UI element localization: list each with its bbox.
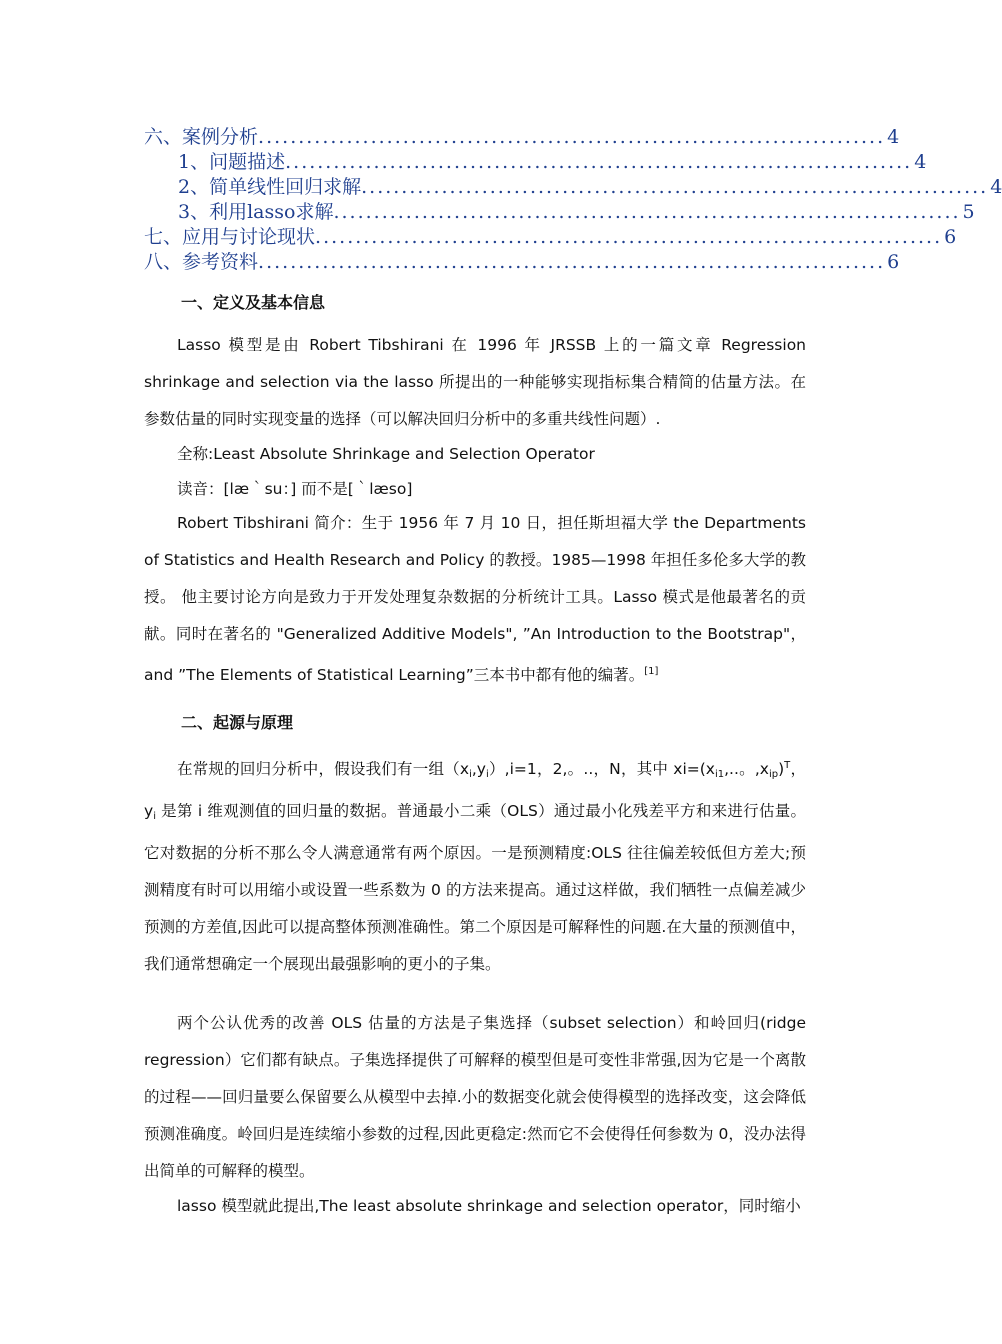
- toc-entry[interactable]: [144, 197, 975, 223]
- paragraph-intro: Lasso 模型是由 Robert Tibshirani 在 1996 年 JRSSB 上的一篇文章 Regression shrinkage and selection via the lasso 所提出的一种能够实现指标集合精简的估量方法。在参数估量的同时实现变量的选择（可以解决回归分析中的多重共线性问题）.: [144, 336, 806, 428]
- subscript: i: [153, 811, 156, 822]
- toc-entry-page: 4: [914, 151, 927, 173]
- toc-entry-title: 简单线性回归求解: [209, 176, 362, 198]
- section-heading-origin: 二、起源与原理: [181, 713, 294, 732]
- paragraph-ols: [144, 747, 806, 983]
- section-heading-definition: 一、定义及基本信息: [181, 293, 326, 312]
- toc-entry-page: 6: [887, 251, 900, 273]
- toc-entry[interactable]: [144, 122, 900, 148]
- paragraph-lasso-intro: lasso 模型就此提出,The least absolute shrinkage and selection operator，同时缩小: [177, 1197, 801, 1215]
- author-bio-text: Robert Tibshirani 简介：生于 1956 年 7 月 10 日，担任斯坦福大学 the Departments of Statistics and Health Research and Policy 的教授。1985—1998 年担任多伦多大学的教授。 他主要讨论方向是致力于开发处理复杂数据的分析统计工具。Lasso 模式是他最著名的贡献。同时在著名的 "Generalized Additive Models", ”An Introduction to the Bootstrap"， and ”The Elements of Statistical Learning”三本书中都有他的编著。: [144, 514, 806, 684]
- paragraph-pronunciation: 读音：[læ｀su：] 而不是[｀læso]: [177, 480, 413, 498]
- subscript: ip: [768, 769, 779, 780]
- toc-entry[interactable]: [144, 172, 1002, 198]
- ols-text-part: ）,i=1，2,。..，N，其中 xi=(x: [488, 760, 715, 778]
- toc-entry-number: 2、: [178, 176, 210, 198]
- table-of-contents: [144, 122, 1002, 273]
- ols-text-part: ，y: [144, 760, 806, 820]
- toc-entry-title: 案例分析: [182, 126, 259, 148]
- ols-text-part: ): [778, 760, 785, 778]
- subscript: i: [485, 769, 489, 780]
- toc-entry-title: 问题描述: [209, 151, 286, 173]
- ols-text-part: 在常规的回归分析中，假设我们有一组（x: [177, 760, 470, 778]
- toc-entry[interactable]: [144, 247, 900, 273]
- toc-entry-number: 1、: [178, 151, 210, 173]
- toc-entry-number: 七、: [144, 226, 183, 248]
- toc-entry-number: 3、: [178, 201, 210, 223]
- subscript: i: [469, 769, 472, 780]
- paragraph-subset-ridge: 两个公认优秀的改善 OLS 估量的方法是子集选择（subset selection）和岭回归(ridge regression）它们都有缺点。子集选择提供了可解释的模型但是可变性非常强,因为它是一个离散的过程——回归量要么保留要么从模型中去掉.小的数据变化就会使得模型的选择改变，这会降低预测准确度。岭回归是连续缩小参数的过程,因此更稳定:然而它不会使得任何参数为 0，没办法得出简单的可解释的模型。: [144, 1014, 806, 1180]
- subscript: i1: [714, 769, 725, 780]
- superscript: T: [784, 760, 791, 771]
- toc-entry-page: 4: [887, 126, 900, 148]
- toc-entry-number: 八、: [144, 251, 183, 273]
- reference-marker: [1]: [644, 666, 659, 677]
- toc-entry[interactable]: [144, 147, 927, 173]
- toc-entry-title: 利用lasso求解: [209, 201, 334, 223]
- toc-entry-number: 六、: [144, 126, 183, 148]
- toc-entry-page: 6: [944, 226, 957, 248]
- ols-text-part: 是第 i 维观测值的回归量的数据。普通最小二乘（OLS）通过最小化残差平方和来进行估量。它对数据的分析不那么令人满意通常有两个原因。一是预测精度:OLS 往往偏差较低但方差大;预测精度有时可以用缩小或设置一些系数为 0 的方法来提高。通过这样做，我们牺牲一点偏差减少预测的方差值,因此可以提高整体预测准确性。第二个原因是可解释性的问题.在大量的预测值中，我们通常想确定一个展现出最强影响的更小的子集。: [144, 802, 806, 973]
- toc-leader-dots: ..............................................................................: [258, 251, 886, 273]
- toc-leader-dots: ..............................................................................: [361, 176, 989, 198]
- paragraph-full-name: 全称:Least Absolute Shrinkage and Selection Operator: [177, 445, 595, 463]
- toc-entry[interactable]: [144, 222, 957, 248]
- toc-leader-dots: ..............................................................................: [258, 126, 886, 148]
- ols-text-part: ,y: [471, 760, 486, 778]
- paragraph-author-bio: [144, 505, 806, 694]
- toc-leader-dots: ..............................................................................: [285, 151, 913, 173]
- toc-entry-page: 5: [962, 201, 975, 223]
- toc-entry-title: 参考资料: [182, 251, 259, 273]
- toc-leader-dots: ..............................................................................: [333, 201, 961, 223]
- toc-entry-page: 4: [990, 176, 1002, 198]
- toc-leader-dots: ..............................................................................: [315, 226, 943, 248]
- toc-entry-title: 应用与讨论现状: [182, 226, 316, 248]
- ols-text-part: ,..。,x: [724, 760, 769, 778]
